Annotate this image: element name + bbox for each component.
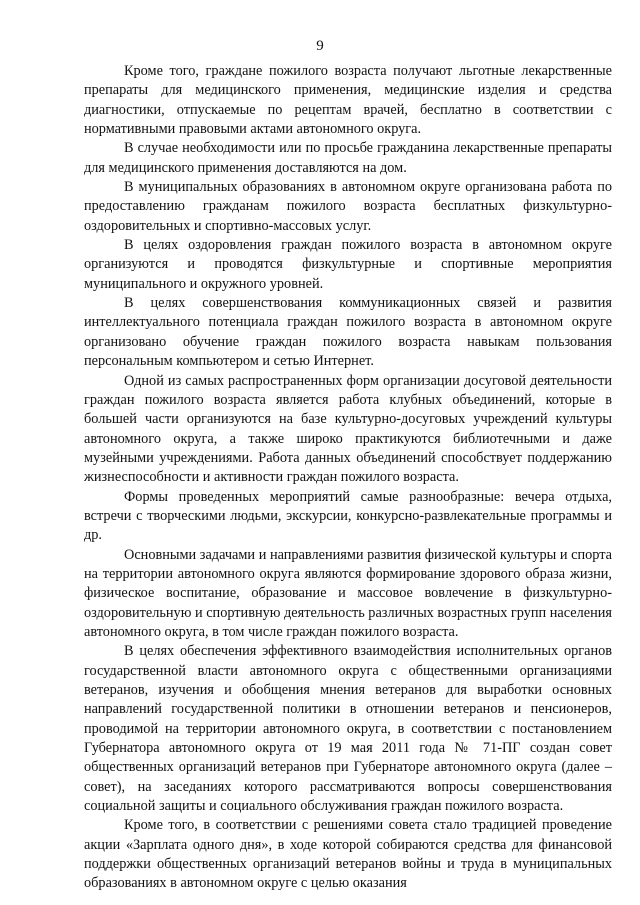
paragraph-veterans-council: В целях обеспечения эффективного взаимодействия исполнительных органов государственной власти автономного округа с общественными организациями ветеранов, изучения и обобщения мнения ветеранов для выработки основных направлений государственной политики в отношении ветеранов и пенсионеров, проводимой на территории автономного округа, в соответствии с постановлением Губернатора автономного округа от 19 мая 2011 года № 71-ПГ создан совет общественных организаций ветеранов при Губернаторе автономного округа (далее – совет), на заседаниях которого рассматриваются вопросы совершенствования социальной защиты и социального обслуживания граждан пожилого возраста. <box>84 643 612 815</box>
paragraph-medicines: Кроме того, граждане пожилого возраста получают льготные лекарственные препараты для медицинского применения, медицинские изделия и средства диагностики, отпускаемые по рецептам врачей, бесплатно в соответствии с нормативными правовыми актами автономного округа. <box>84 63 612 138</box>
paragraph-event-forms: Формы проведенных мероприятий самые разнообразные: вечера отдыха, встречи с творческими людьми, экскурсии, конкурсно-развлекательные программы и др. <box>84 488 612 544</box>
paragraph-free-sport-services: В муниципальных образованиях в автономном округе организована работа по предоставлению гражданам пожилого возраста бесплатных физкультурно-оздоровительных и спортивно-массовых услуг. <box>84 179 612 234</box>
paragraph-computer-training: В целях совершенствования коммуникационных связей и развития интеллектуального потенциала граждан пожилого возраста в автономном округе организовано обучение граждан пожилого возраста навыкам пользования персональным компьютером и сетью Интернет. <box>84 295 612 370</box>
page-number: 9 <box>316 38 324 54</box>
paragraph-home-delivery: В случае необходимости или по просьбе гражданина лекарственные препараты для медицинского применения доставляются на дом. <box>84 140 612 176</box>
paragraph-one-day-salary: Кроме того, в соответствии с решениями совета стало традицией проведение акции «Зарплата одного дня», в ходе которой собираются средства для финансовой поддержки общественных организаций ветеранов войны и труда в муниципальных образованиях в автономном округе с целью оказания <box>84 817 612 892</box>
paragraph-sport-development: Основными задачами и направлениями развития физической культуры и спорта на территории автономного округа являются формирование здорового образа жизни, физическое воспитание, образование и массовое вовлечение в физкультурно-оздоровительную и спортивную деятельность различных возрастных групп населения автономного округа, в том числе граждан пожилого возраста. <box>84 546 612 640</box>
paragraph-club-associations: Одной из самых распространенных форм организации досуговой деятельности граждан пожилого возраста является работа клубных объединений, которые в большей части организуются на базе культурно-досуговых учреждений культуры автономного округа, а также широко практикуются библиотечными и даже музейными учреждениями. Работа данных объединений способствует поддержанию жизнеспособности и активности граждан пожилого возраста. <box>84 372 612 486</box>
paragraph-sport-events: В целях оздоровления граждан пожилого возраста в автономном округе организуются и проводятся физкультурные и спортивные мероприятия муниципального и окружного уровней. <box>84 237 612 292</box>
document-body <box>84 62 612 894</box>
